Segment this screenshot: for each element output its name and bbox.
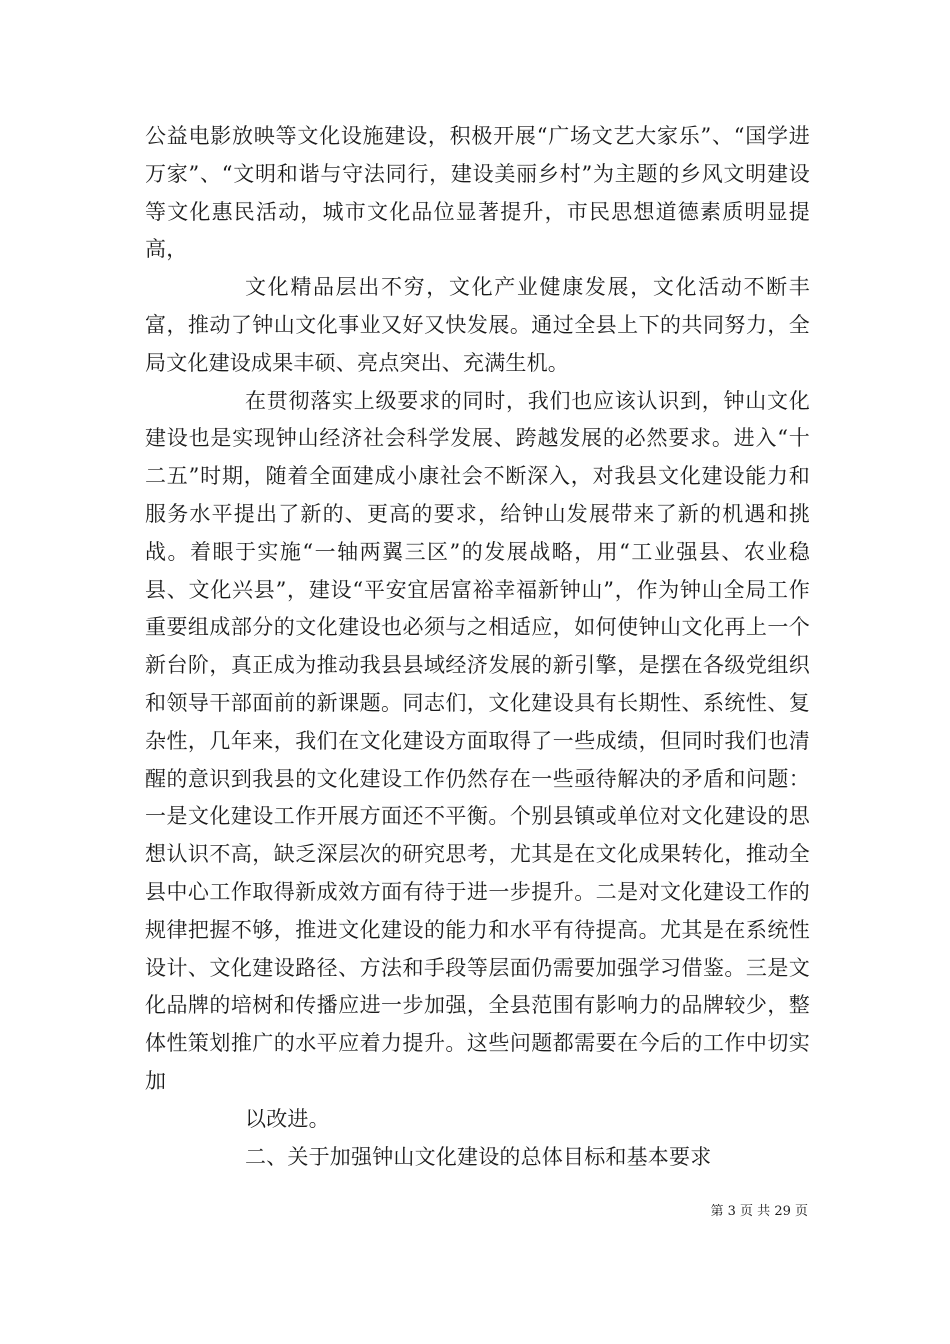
paragraph-3: 在贯彻落实上级要求的同时，我们也应该认识到，钟山文化建设也是实现钟山经济社会科学发展、跨越发展的必然要求。进入“十二五”时期，随着全面建成小康社会不断深入，对我县文化建设能力和服务水平提出了新的、更高的要求，给钟山发展带来了新的机遇和挑战。着眼于实施“一轴两翼三区”的发展战略，用“工业强县、农业稳县、文化兴县”，建设“平安宜居富裕幸福新钟山”，作为钟山全局工作重要组成部分的文化建设也必须与之相适应，如何使钟山文化再上一个新台阶，真正成为推动我县县域经济发展的新引擎，是摆在各级党组织和领导干部面前的新课题。同志们，文化建设具有长期性、系统性、复杂性，几年来，我们在文化建设方面取得了一些成绩，但同时我们也清醒的意识到我县的文化建设工作仍然存在一些亟待解决的矛盾和问题：一是文化建设工作开展方面还不平衡。个别县镇或单位对文化建设的思想认识不高，缺乏深层次的研究思考，尤其是在文化成果转化，推动全县中心工作取得新成效方面有待于进一步提升。二是对文化建设工作的规律把握不够，推进文化建设的能力和水平有待提高。尤其是在系统性设计、文化建设路径、方法和手段等层面仍需要加强学习借鉴。三是文化品牌的培树和传播应进一步加强，全县范围有影响力的品牌较少，整体性策划推广的水平应着力提升。这些问题都需要在今后的工作中切实加 (145, 388, 810, 1093)
paragraph-4: 以改进。 (245, 1106, 330, 1131)
section-heading: 二、关于加强钟山文化建设的总体目标和基本要求 (245, 1144, 712, 1169)
paragraph-2: 文化精品层出不穷，文化产业健康发展，文化活动不断丰富，推动了钟山文化事业又好又快发展。通过全县上下的共同努力，全局文化建设成果丰硕、亮点突出、充满生机。 (145, 275, 810, 375)
page-number: 第 3 页 共 29 页 (710, 1204, 808, 1219)
document-body (145, 118, 810, 1176)
paragraph-1: 公益电影放映等文化设施建设，积极开展“广场文艺大家乐”、“国学进万家”、“文明和谐与守法同行，建设美丽乡村”为主题的乡风文明建设等文化惠民活动，城市文化品位显著提升，市民思想道德素质明显提高， (145, 124, 810, 262)
